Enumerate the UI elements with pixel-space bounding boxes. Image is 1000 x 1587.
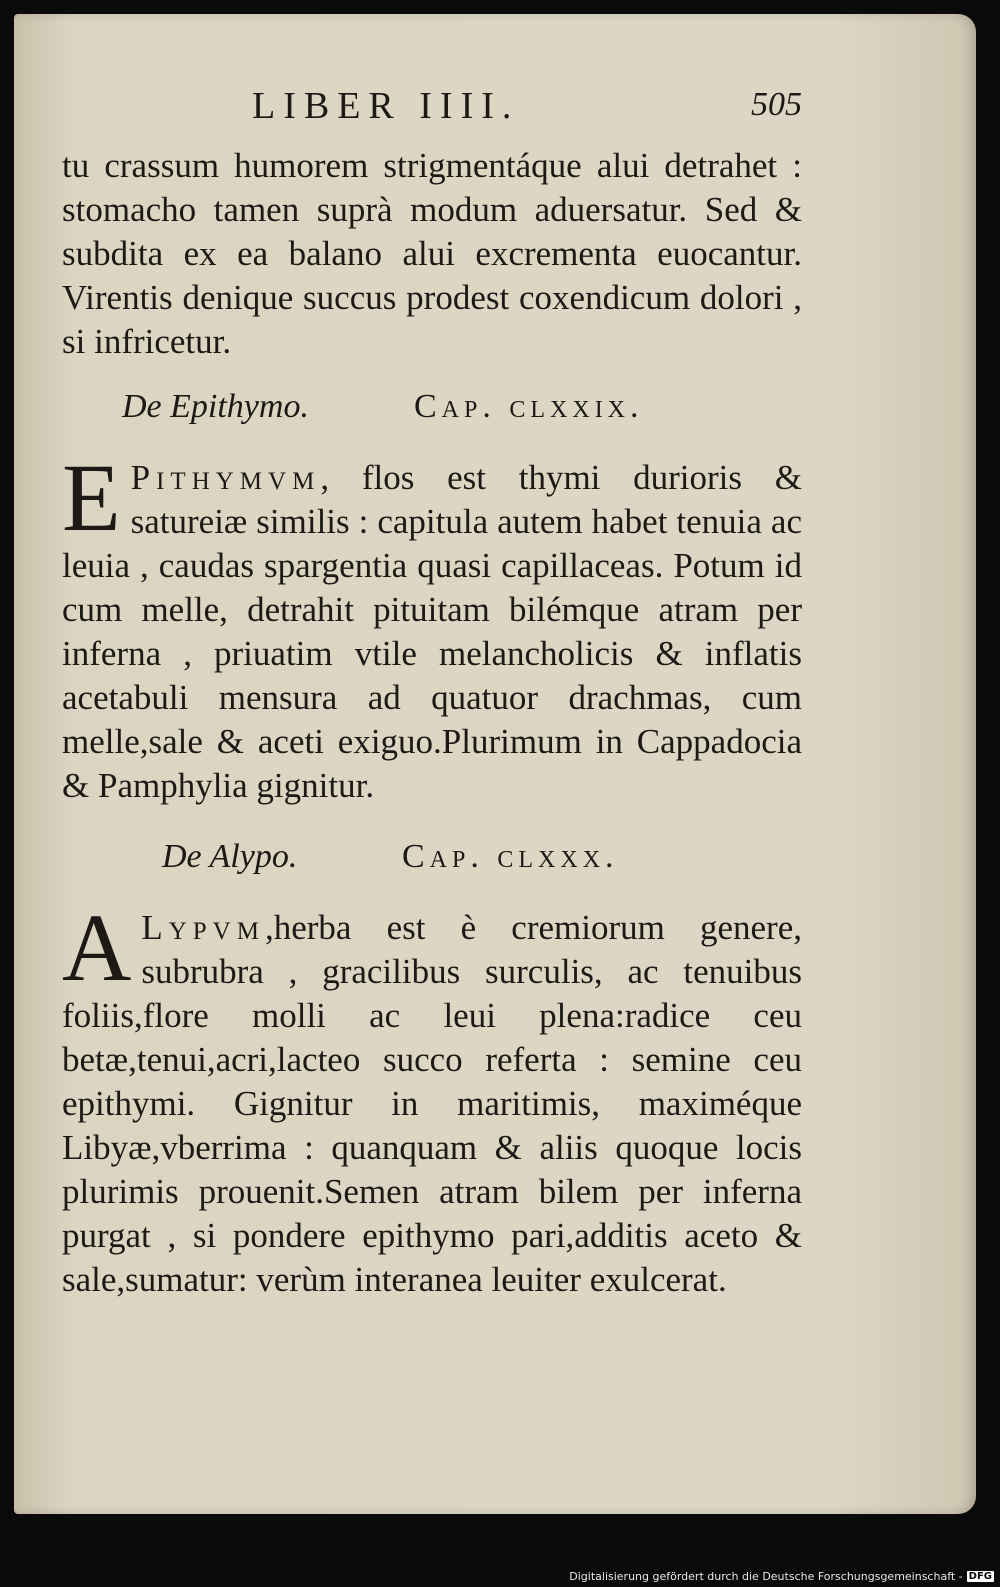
- chapter-180-opening: Lypvm: [141, 908, 265, 947]
- chapter-180-title: De Alypo.: [162, 838, 298, 875]
- credit-text: Digitalisierung gefördert durch die Deutsche Forschungsgemeinschaft -: [569, 1570, 963, 1583]
- chapter-180-number: Cap. clxxx.: [402, 838, 619, 875]
- chapter-179-title: De Epithymo.: [122, 388, 309, 425]
- page-number: 505: [751, 86, 802, 123]
- chapter-179-body: , flos est thymi durioris & satureiæ similis : capitula autem habet tenuia ac leuia , caudas spargentia quasi capillaceas. Potum id cum melle, detrahit pituitam bilémque atram per inferna , priuatim vtile melancholicis & inflatis acetabuli mensura ad quatuor drachmas, cum melle,sale & aceti exiguo.Plurimum in Cappadocia & Pamphylia gignitur.: [62, 458, 802, 805]
- running-head: [62, 84, 802, 144]
- chapter-179-number: Cap. clxxix.: [414, 388, 644, 425]
- chapter-179-paragraph: [62, 444, 802, 808]
- chapter-180-body: ,herba est è cremiorum genere, subrubra , gracilibus surculis, ac tenuibus foliis,flore molli ac leui plena:radice ceu betæ,tenui,acri,lacteo succo referta : semine ceu epithymi. Gignitur in maritimis, maximéque Libyæ,vberrima : quanquam & aliis quoque locis plurimis prouenit.Semen atram bilem per inferna purgat , si pondere epithymo pari,additis aceto & sale,sumatur: verùm interanea leuiter exulcerat.: [62, 908, 802, 1299]
- chapter-180-heading: [62, 838, 802, 886]
- text-block: [62, 84, 802, 1302]
- continuation-paragraph: tu crassum humorem strigmentáque alui detrahet : stomacho tamen suprà modum aduersatur. Sed & subdita ex ea balano alui excrementa euocantur. Virentis denique succus prodest coxendicum dolori , si infricetur.: [62, 146, 802, 361]
- dfg-logo: DFG: [968, 1571, 992, 1582]
- chapter-179-opening: Pithymvm: [130, 458, 321, 497]
- chapter-180-paragraph: [62, 894, 802, 1302]
- book-page: [14, 14, 976, 1514]
- running-head-title: LIBER IIII.: [252, 85, 520, 127]
- chapter-179-heading: [62, 388, 802, 436]
- drop-cap-a: A: [62, 894, 132, 1001]
- digitization-credit: [569, 1570, 994, 1583]
- drop-cap-e: E: [62, 444, 121, 551]
